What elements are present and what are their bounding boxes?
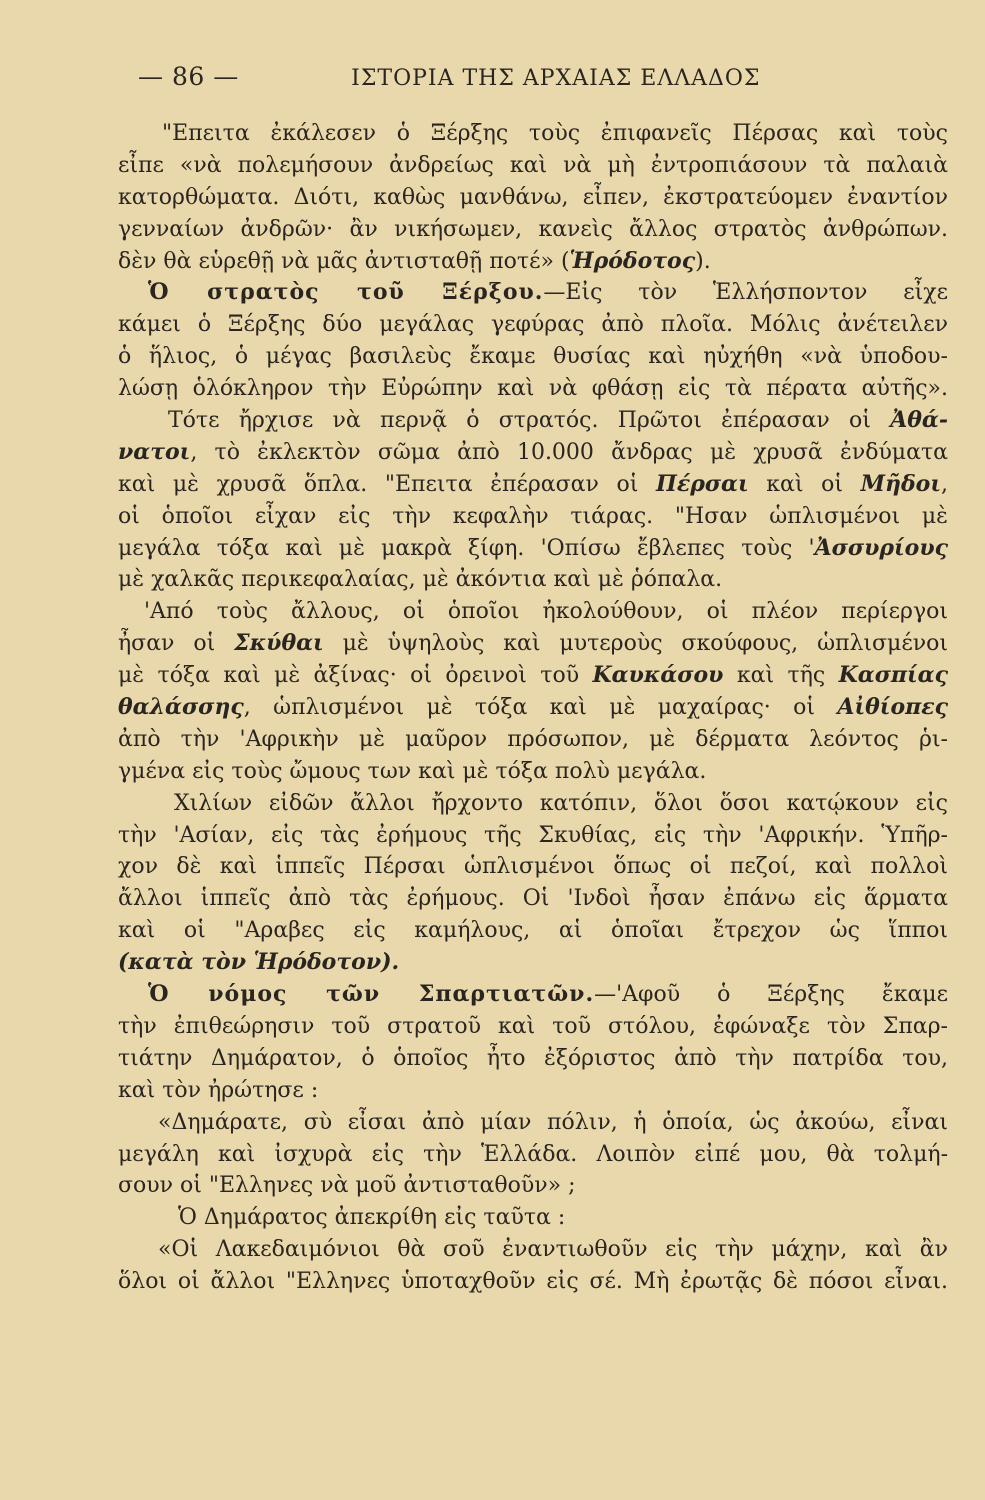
text-line: σουν οἱ "Ελληνες νὰ μοῦ ἀντισταθοῦν» ;: [118, 1173, 576, 1199]
section-heading: Ὁ νόμος τῶν Σπαρτιατῶν.: [148, 981, 595, 1008]
text-line: τὴν ἐπιθεώρησιν τοῦ στρατοῦ καὶ τοῦ στόλου, ἐφώναξε τὸν Σπαρ-: [118, 1013, 948, 1039]
text-line: καὶ τὸν ἠρώτησε :: [118, 1077, 319, 1103]
text-line: «Οἱ Λακεδαιμόνιοι θὰ σοῦ ἐναντιωθοῦν εἰς τὴν μάχην, καὶ ἂν: [158, 1237, 948, 1263]
text-line: μὲ χαλκᾶς περικεφαλαίας, μὲ ἀκόντια καὶ μὲ ῥόπαλα.: [118, 567, 723, 593]
text-line: γμένα εἰς τοὺς ὤμους των καὶ μὲ τόξα πολὺ μεγάλα.: [118, 758, 707, 784]
text-line: τὴν 'Ασίαν, εἰς τὰς ἐρήμους τῆς Σκυθίας, εἰς τὴν 'Αφρικήν. Ὑπῆρ-: [118, 822, 948, 848]
text-line: τιάτην Δημάρατον, ὁ ὁποῖος ἦτο ἐξόριστος ἀπὸ τὴν πατρίδα του,: [118, 1045, 948, 1071]
text-line: δὲν θὰ εὑρεθῇ νὰ μᾶς ἀντισταθῇ ποτέ» (Ἡρόδοτος).: [118, 247, 711, 274]
text-line: ἀπὸ τὴν 'Αφρικὴν μὲ μαῦρον πρόσωπον, μὲ δέρματα λεόντος ῥι-: [118, 726, 948, 752]
text-line: καὶ μὲ χρυσᾶ ὅπλα. "Επειτα ἐπέρασαν οἱ Πέρσαι καὶ οἱ Μῆδοι,: [118, 470, 948, 497]
text-line: οἱ ὁποῖοι εἶχαν εἰς τὴν κεφαλὴν τιάρας. "Ησαν ὡπλισμένοι μὲ: [118, 503, 948, 529]
text-line: θαλάσσης, ὡπλισμένοι μὲ τόξα καὶ μὲ μαχαίρας· οἱ Αἰθίοπες: [118, 694, 948, 721]
text-line: νατοι, τὸ ἐκλεκτὸν σῶμα ἀπὸ 10.000 ἄνδρας μὲ χρυσᾶ ἐνδύματα: [118, 438, 948, 465]
text-line: Χιλίων εἰδῶν ἄλλοι ἤρχοντο κατόπιν, ὅλοι ὅσοι κατῴκουν εἰς: [174, 790, 948, 816]
text-line: γενναίων ἀνδρῶν· ἂν νικήσωμεν, κανεὶς ἄλλος στρατὸς ἀνθρώπων.: [118, 216, 948, 242]
text-line: εἶπε «νὰ πολεμήσουν ἀνδρείως καὶ νὰ μὴ ἐντροπιάσουν τὰ παλαιὰ: [118, 152, 948, 178]
text-line: "Επειτα ἐκάλεσεν ὁ Ξέρξης τοὺς ἐπιφανεῖς Πέρσας καὶ τοὺς: [162, 121, 948, 146]
page-number: — 86 —: [138, 62, 239, 91]
page-body: [118, 118, 948, 1298]
text-line: χον δὲ καὶ ἱππεῖς Πέρσαι ὡπλισμένοι ὅπως οἱ πεζοί, καὶ πολλοὶ: [118, 854, 948, 880]
section-heading: Ὁ στρατὸς τοῦ Ξέρξου.: [148, 279, 544, 306]
text-line: 'Από τοὺς ἄλλους, οἱ ὁποῖοι ἠκολούθουν, οἱ πλέον περίεργοι: [144, 599, 948, 625]
text-line: ὁ ἥλιος, ὁ μέγας βασιλεὺς ἔκαμε θυσίας καὶ ηὐχήθη «νὰ ὑποδου-: [118, 344, 948, 370]
text-line: λώσῃ ὁλόκληρον τὴν Εὐρώπην καὶ νὰ φθάσῃ εἰς τὰ πέρατα αὐτῆς».: [118, 376, 948, 402]
text-line: μεγάλα τόξα καὶ μὲ μακρὰ ξίφη. 'Οπίσω ἔβλεπες τοὺς 'Ἀσσυρίους: [118, 534, 948, 561]
text-line: μὲ τόξα καὶ μὲ ἀξίνας· οἱ ὀρεινοὶ τοῦ Καυκάσου καὶ τῆς Κασπίας: [118, 662, 948, 689]
text-line: καὶ οἱ "Αραβες εἰς καμήλους, αἱ ὁποῖαι ἔτρεχον ὡς ἵπποι: [118, 918, 948, 944]
text-line: κάμει ὁ Ξέρξης δύο μεγάλας γεφύρας ἀπὸ πλοῖα. Μόλις ἀνέτειλεν: [118, 312, 948, 338]
text-line: κατορθώματα. Διότι, καθὼς μανθάνω, εἶπεν, ἐκστρατεύομεν ἐναντίον: [118, 184, 948, 210]
text-line: μεγάλη καὶ ἰσχυρὰ εἰς τὴν Ἑλλάδα. Λοιπὸν εἰπέ μου, θὰ τολμή-: [118, 1141, 948, 1167]
running-title: ΙΣΤΟΡΙΑ ΤΗΣ ΑΡΧΑΙΑΣ ΕΛΛΑΔΟΣ: [351, 66, 761, 91]
text-line: [118, 947, 948, 979]
text-line: «Δημάρατε, σὺ εἶσαι ἀπὸ μίαν πόλιν, ἡ ὁποία, ὡς ἀκούω, εἶναι: [158, 1109, 948, 1135]
text-line: ὅλοι οἱ ἄλλοι "Ελληνες ὑποταχθοῦν εἰς σέ. Μὴ ἐρωτᾷς δὲ πόσοι εἶναι.: [118, 1269, 948, 1295]
section-heading-line: Ὁ νόμος τῶν Σπαρτιατῶν.—'Αφοῦ ὁ Ξέρξης ἔκαμε: [148, 981, 948, 1008]
page-header: [138, 62, 938, 91]
source-citation: (κατὰ τὸν Ἡρόδοτον).: [118, 949, 400, 976]
section-heading-line: Ὁ στρατὸς τοῦ Ξέρξου.—Εἰς τὸν Ἑλλήσποντον εἶχε: [148, 279, 948, 306]
text-line: Τότε ἤρχισε νὰ περνᾷ ὁ στρατός. Πρῶτοι ἐπέρασαν οἱ Ἀθά-: [168, 407, 948, 434]
text-line: ἄλλοι ἱππεῖς ἀπὸ τὰς ἐρήμους. Οἱ 'Ινδοὶ ἦσαν ἐπάνω εἰς ἅρματα: [118, 886, 948, 912]
text-line: Ὁ Δημάρατος ἀπεκρίθη εἰς ταῦτα :: [178, 1205, 566, 1231]
text-line: ἦσαν οἱ Σκύθαι μὲ ὑψηλοὺς καὶ μυτεροὺς σκούφους, ὡπλισμένοι: [118, 630, 948, 657]
